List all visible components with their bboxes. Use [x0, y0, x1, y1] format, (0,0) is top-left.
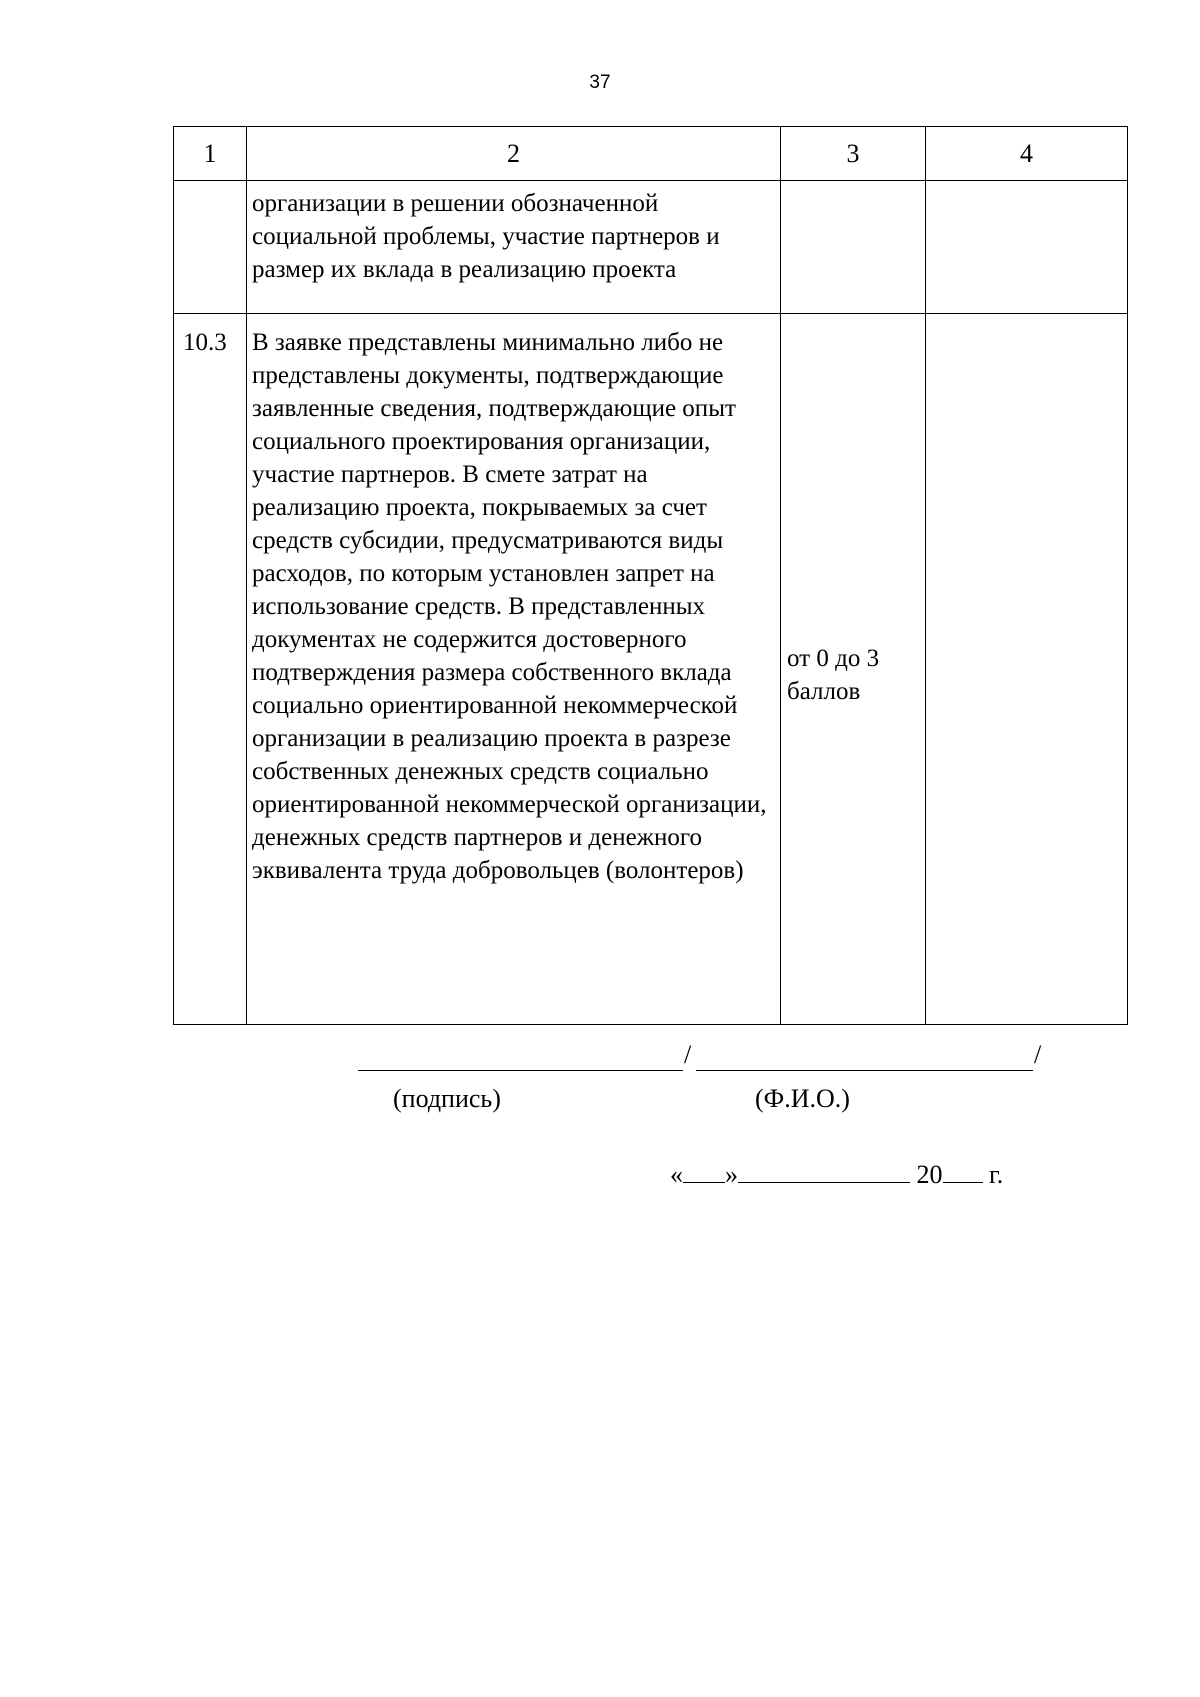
date-line — [670, 1160, 1003, 1190]
day-blank — [683, 1160, 725, 1183]
page-number: 37 — [589, 72, 611, 93]
table-header-row — [174, 127, 1128, 181]
header-cell-3: 3 — [781, 127, 926, 181]
month-blank — [738, 1160, 910, 1183]
table-row — [174, 181, 1128, 314]
header-cell-2: 2 — [247, 127, 781, 181]
year-suffix: г. — [989, 1160, 1004, 1189]
header-cell-4: 4 — [926, 127, 1128, 181]
date-close-quote: » — [725, 1160, 738, 1189]
table-row — [174, 314, 1128, 1025]
fio-separator: / — [1034, 1040, 1042, 1069]
row-number-cell — [174, 181, 247, 314]
row-number-cell: 10.3 — [174, 314, 247, 1025]
date-open-quote: « — [670, 1160, 683, 1189]
score-cell: от 0 до 3 баллов — [781, 314, 926, 1025]
fio-label: (Ф.И.О.) — [755, 1084, 850, 1113]
criterion-text-cell: организации в решении обозначенной социальной проблемы, участие партнеров и размер их вклада в реализацию проекта — [247, 181, 781, 314]
signature-line — [358, 1030, 683, 1071]
fio-line — [696, 1030, 1033, 1071]
extra-cell — [926, 314, 1128, 1025]
signature-label: (подпись) — [393, 1084, 501, 1113]
criteria-table — [173, 126, 1128, 1025]
year-blank — [943, 1160, 983, 1183]
extra-cell — [926, 181, 1128, 314]
score-cell — [781, 181, 926, 314]
signature-separator: / — [684, 1040, 692, 1069]
header-cell-1: 1 — [174, 127, 247, 181]
year-prefix: 20 — [916, 1160, 943, 1189]
criterion-text-cell: В заявке представлены минимально либо не представлены документы, подтверждающие заявленные сведения, подтверждающие опыт социального проектирования организации, участие партнеров. В смете затрат на реализацию проекта, покрываемых за счет средств субсидии, предусматриваются виды расходов, по которым установлен запрет на использование средств. В представленных документах не содержится достоверного подтверждения размера собственного вклада социально ориентированной некоммерческой организации в реализацию проекта в разрезе собственных денежных средств социально ориентированной некоммерческой организации, денежных средств партнеров и денежного эквивалента труда добровольцев (волонтеров) — [247, 314, 781, 1025]
